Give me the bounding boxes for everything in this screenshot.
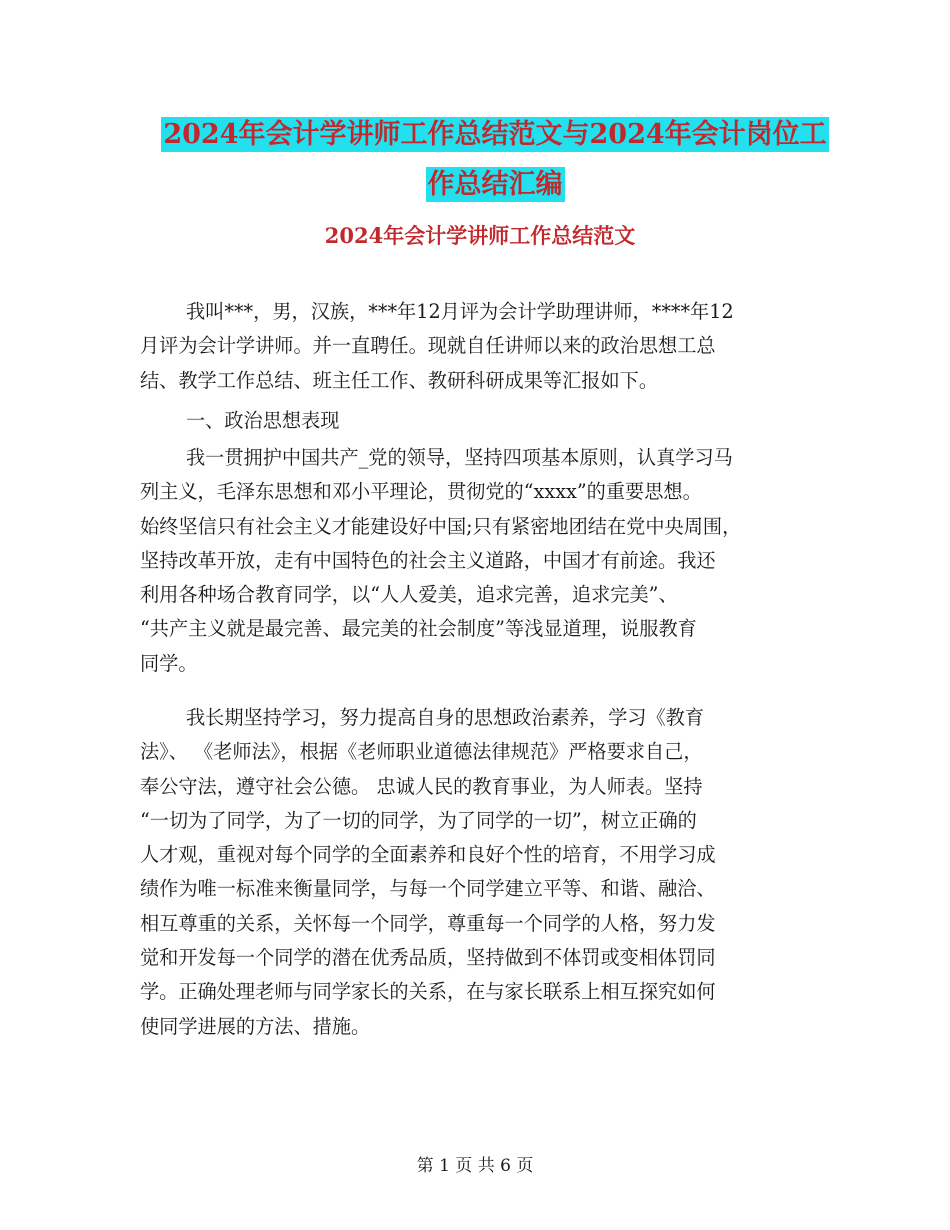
paragraph-line: 始终坚信只有社会主义才能建设好中国;只有紧密地团结在党中央周围， — [140, 514, 742, 538]
paragraph-intro — [140, 295, 820, 398]
paragraph-line: 同学。 — [140, 651, 198, 675]
paragraph-line: 法》、 《老师法》，根据《老师职业道德法律规范》严格要求自己， — [140, 740, 703, 764]
paragraph-line: 我长期坚持学习，努力提高自身的思想政治素养，学习《教育 — [186, 706, 705, 729]
paragraph-line: 列主义，毛泽东思想和邓小平理论，贯彻党的“xxxx”的重要思想。 — [140, 480, 702, 504]
document-title-line-2: 作总结汇编 — [427, 169, 563, 200]
paragraph-line: 相互尊重的关系，关怀每一个同学，尊重每一个同学的人格，努力发 — [140, 911, 716, 935]
document-title-line-1: 2024年会计学讲师工作总结范文与2024年会计岗位工 — [163, 119, 827, 150]
paragraph-political — [140, 441, 820, 681]
paragraph-line: 结、教学工作总结、班主任工作、教研科研成果等汇报如下。 — [140, 368, 659, 392]
paragraph-line: “共产主义就是最完善、最完美的社会制度”等浅显道理，说服教育 — [140, 617, 697, 641]
subheading-text: 一、政治思想表现 — [186, 409, 340, 432]
page-number-footer: 第 1 页 共 6 页 — [416, 1156, 534, 1176]
paragraph-line: “一切为了同学，为了一切的同学，为了同学的一切”，树立正确的 — [140, 808, 697, 832]
paragraph-line: 觉和开发每一个同学的潜在优秀品质，坚持做到不体罚或变相体罚同 — [140, 946, 716, 970]
paragraph-line: 我叫***，男，汉族，***年12月评为会计学助理讲师，****年12 — [186, 300, 734, 323]
paragraph-line: 奉公守法，遵守社会公德。 忠诚人民的教育事业，为人师表。坚持 — [140, 774, 703, 798]
paragraph-line: 坚持改革开放，走有中国特色的社会主义道路，中国才有前途。我还 — [140, 548, 716, 572]
paragraph-line: 利用各种场合教育同学，以“人人爱美，追求完善，追求完美”、 — [140, 583, 678, 607]
paragraph-line: 绩作为唯一标准来衡量同学，与每一个同学建立平等、和谐、融洽、 — [140, 877, 716, 901]
paragraph-line: 学。正确处理老师与同学家长的关系，在与家长联系上相互探究如何 — [140, 980, 716, 1004]
paragraph-line: 人才观，重视对每个同学的全面素养和良好个性的培育，不用学习成 — [140, 843, 716, 867]
paragraph-line: 月评为会计学讲师。并一直聘任。现就自任讲师以来的政治思想工总 — [140, 334, 716, 358]
paragraph-line: 使同学进展的方法、措施。 — [140, 1014, 371, 1038]
paragraph-line: 我一贯拥护中国共产_党的领导，坚持四项基本原则，认真学习马 — [186, 446, 733, 469]
paragraph-study — [140, 701, 820, 1044]
section-title: 2024年会计学讲师工作总结范文 — [324, 223, 636, 248]
subheading-political — [140, 404, 820, 438]
document-title — [140, 110, 850, 210]
